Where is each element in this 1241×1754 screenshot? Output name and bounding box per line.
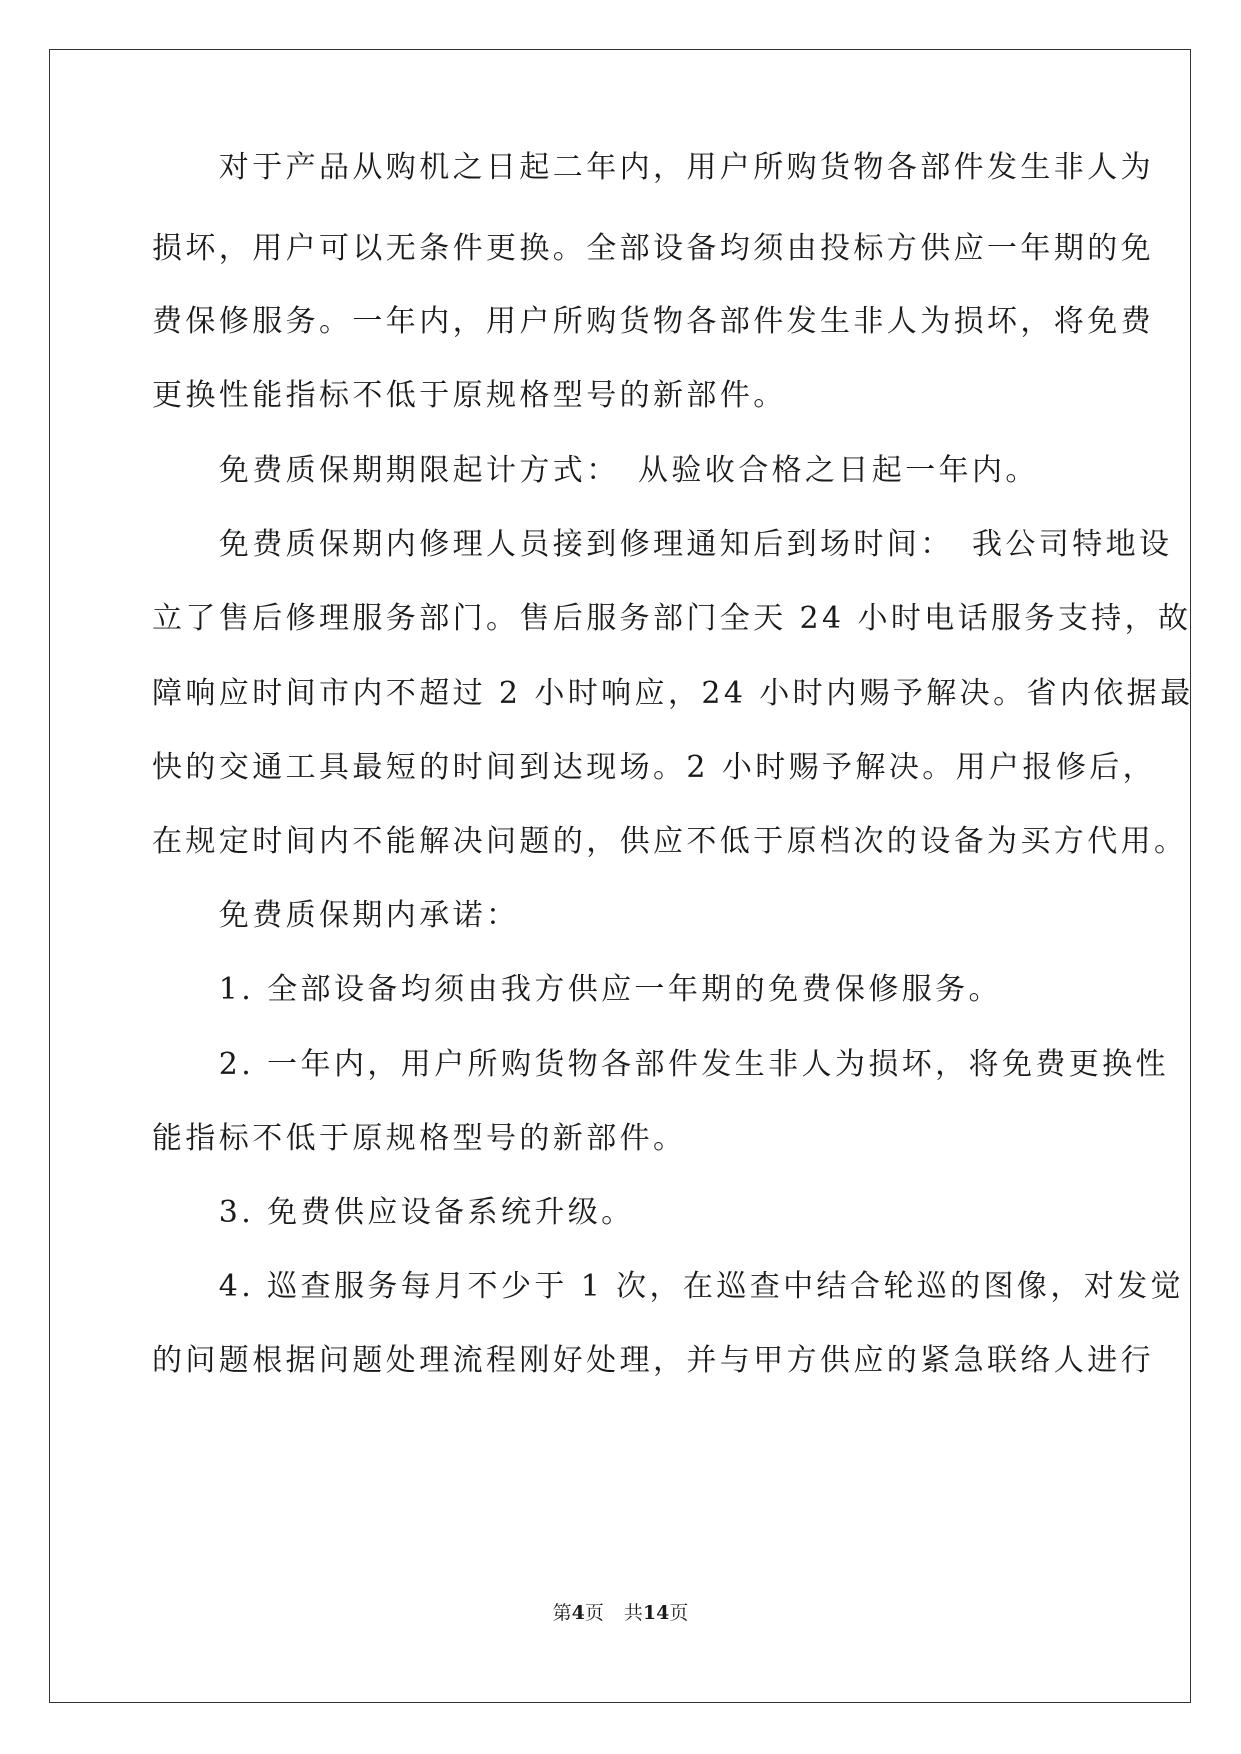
text-line: 能指标不低于原规格型号的新部件。: [152, 1121, 687, 1156]
text-line: 立了售后修理服务部门。售后服务部门全天 24 小时电话服务支持，故: [152, 601, 1192, 636]
text-line: 对于产品从购机之日起二年内，用户所购货物各部件发生非人为: [152, 150, 1154, 185]
text-line: 3. 免费供应设备系统升级。: [152, 1195, 635, 1230]
text-line: 损坏，用户可以无条件更换。全部设备均须由投标方供应一年期的免: [152, 231, 1154, 266]
total-pages-number: 14: [642, 1602, 670, 1624]
text-line: 费保修服务。一年内，用户所购货物各部件发生非人为损坏，将免费: [152, 304, 1154, 339]
page-footer: [0, 1601, 1241, 1625]
text-line: 快的交通工具最短的时间到达现场。2 小时赐予解决。用户报修后，: [152, 750, 1157, 785]
text-line: 2. 一年内，用户所购货物各部件发生非人为损坏，将免费更换性: [152, 1047, 1169, 1082]
text-line: 更换性能指标不低于原规格型号的新部件。: [152, 378, 787, 413]
footer-total-prefix: 共: [623, 1602, 643, 1624]
current-page-number: 4: [571, 1602, 585, 1624]
text-line: 在规定时间内不能解决问题的，供应不低于原档次的设备为买方代用。: [152, 824, 1188, 859]
footer-total-suffix: 页: [669, 1602, 689, 1624]
text-line: 免费质保期期限起计方式： 从验收合格之日起一年内。: [152, 453, 1039, 488]
text-line: 免费质保期内修理人员接到修理通知后到场时间： 我公司特地设: [152, 527, 1173, 562]
footer-page-suffix: 页: [584, 1602, 604, 1624]
page-border: [49, 49, 1194, 1703]
text-line: 免费质保期内承诺：: [152, 898, 520, 933]
text-line: 障响应时间市内不超过 2 小时响应，24 小时内赐予解决。省内依据最: [152, 676, 1194, 711]
text-line: 1. 全部设备均须由我方供应一年期的免费保修服务。: [152, 972, 1002, 1007]
text-line: 4. 巡查服务每月不少于 1 次，在巡查中结合轮巡的图像，对发觉: [152, 1269, 1184, 1304]
footer-page-prefix: 第: [552, 1602, 572, 1624]
text-line: 的问题根据问题处理流程刚好处理，并与甲方供应的紧急联络人进行: [152, 1343, 1154, 1378]
